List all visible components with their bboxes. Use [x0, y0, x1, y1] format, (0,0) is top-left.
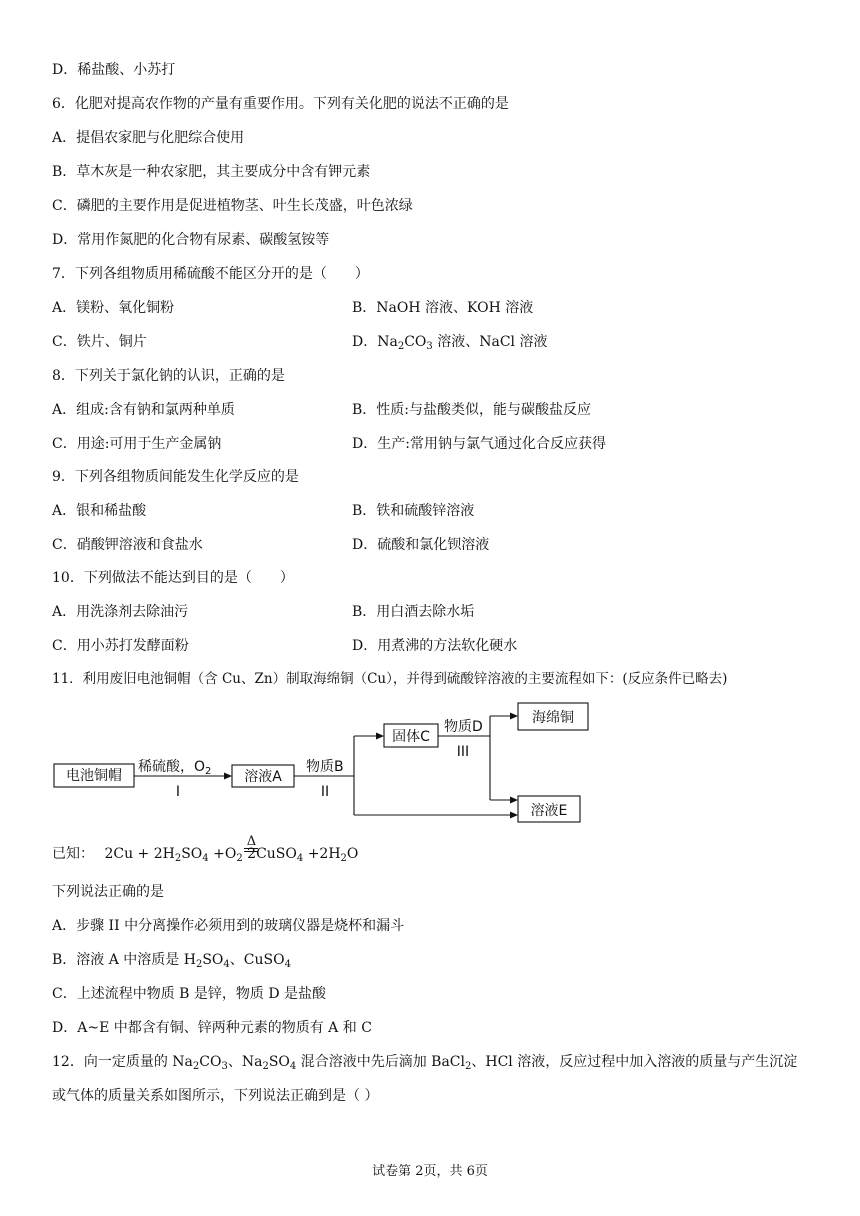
q8-stem: 8．下列关于氯化钠的认识，正确的是	[52, 368, 285, 384]
box-sponge-label: 海绵铜	[532, 710, 574, 726]
q9-stem: 9．下列各组物质间能发生化学反应的是	[52, 469, 299, 485]
box-solution-e-label: 溶液E	[530, 803, 568, 819]
q11-option-c: C．上述流程中物质 B 是锌，物质 D 是盐酸	[52, 986, 327, 1002]
q12-stem-line-1: 12．向一定质量的 $Na_2CO_3$、$Na_2SO_4$ 混合溶液中先后滴加 BaCl$_2$、HCl 溶液，反应过程中加入溶液的质量与产生沉淀	[52, 1054, 798, 1072]
box-solution-a-label: 溶液A	[244, 769, 282, 785]
q11-option-d: D．A~E 中都含有铜、锌两种元素的物质有 A 和 C	[52, 1020, 372, 1036]
q11-stem: 11．利用废旧电池铜帽（含 Cu、Zn）制取海绵铜（Cu），并得到硫酸锌溶液的主要流程如下：(反应条件已略去)	[52, 671, 728, 687]
q9-option-d: D．硫酸和氯化钡溶液	[352, 537, 490, 553]
q6-option-c: C．磷肥的主要作用是促进植物茎、叶生长茂盛，叶色浓绿	[52, 198, 413, 214]
q10-option-d: D．用煮沸的方法软化硬水	[352, 638, 518, 654]
q10-stem: 10．下列做法不能达到目的是（ ）	[52, 570, 294, 586]
q6-option-b: B．草木灰是一种农家肥，其主要成分中含有钾元素	[52, 164, 371, 180]
process-flow-diagram	[52, 696, 592, 830]
q7-option-b: B．NaOH 溶液、KOH 溶液	[352, 300, 534, 316]
q10-option-c: C．用小苏打发酵面粉	[52, 638, 189, 654]
q7-option-c: C．铁片、铜片	[52, 334, 147, 350]
q7-stem: 7．下列各组物质用稀硫酸不能区分开的是（ ）	[52, 266, 369, 282]
box-solid-c-label: 固体C	[392, 729, 430, 745]
q6-option-d: D．常用作氮肥的化合物有尿素、碳酸氢铵等	[52, 232, 330, 248]
arrow3-step-label: III	[456, 744, 470, 760]
page-footer: 试卷第 2页，共 6页	[372, 1164, 488, 1179]
q8-option-d: D．生产:常用钠与氯气通过化合反应获得	[352, 436, 606, 452]
q9-option-b: B．铁和硫酸锌溶液	[352, 503, 475, 519]
q9-option-a: A．银和稀盐酸	[52, 503, 147, 519]
heat-delta-symbol: Δ	[246, 834, 257, 849]
q11-known-equation: 已知： $2Cu + 2H_2SO_4 +O_2$ Δ 2CuSO$_4$ $+2H_2O$	[52, 834, 359, 864]
q7-option-d: D．$Na_2CO_3$ 溶液、NaCl 溶液	[352, 334, 548, 352]
q6-option-a: A．提倡农家肥与化肥综合使用	[52, 130, 245, 146]
q10-option-a: A．用洗涤剂去除油污	[52, 604, 189, 620]
q9-option-c: C．硝酸钾溶液和食盐水	[52, 537, 203, 553]
q8-option-a: A．组成:含有钠和氯两种单质	[52, 402, 235, 418]
q11-prompt: 下列说法正确的是	[52, 884, 164, 900]
q8-option-b: B．性质:与盐酸类似，能与碳酸盐反应	[352, 402, 592, 418]
arrow1-reagent-label: 稀硫酸，$O_2$	[138, 759, 212, 777]
q12-stem-line-2: 或气体的质量关系如图所示，下列说法正确到是（ ）	[52, 1088, 379, 1104]
q7-option-a: A．镁粉、氧化铜粉	[52, 300, 175, 316]
q11-option-a: A．步骤 II 中分离操作必须用到的玻璃仪器是烧杯和漏斗	[52, 918, 405, 934]
arrow2-step-label: II	[320, 784, 330, 800]
q8-option-c: C．用途:可用于生产金属钠	[52, 436, 222, 452]
q6-stem: 6．化肥对提高农作物的产量有重要作用。下列有关化肥的说法不正确的是	[52, 96, 509, 112]
arrow2-reagent-label: 物质B	[306, 759, 344, 775]
q10-option-b: B．用白酒去除水垢	[352, 604, 475, 620]
arrow3-reagent-label: 物质D	[444, 719, 483, 735]
arrow1-step-label: I	[175, 784, 181, 800]
q11-option-b: B．溶液 A 中溶质是 $H_2SO_4$、CuSO$_4$	[52, 952, 291, 970]
q5-option-d: D．稀盐酸、小苏打	[52, 62, 176, 78]
box-battery-label: 电池铜帽	[66, 768, 122, 784]
